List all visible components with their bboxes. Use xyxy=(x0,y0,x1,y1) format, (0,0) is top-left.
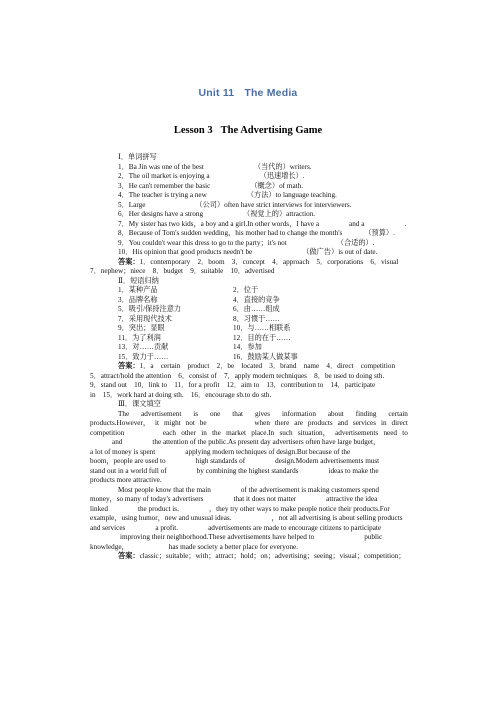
answer-line: 5．attract/hold the attention 6．consist of 7．apply modern techniques 8．be used to doing sth. xyxy=(90,371,385,380)
text-line: and the attention of the public.As present day advertisers often have large budget， xyxy=(112,438,381,446)
text-line: stand out in a world full of by combining the highest standards ideas to make the xyxy=(90,466,379,475)
text-line: and services a profit. advertisements are made to encourage citizens to participate xyxy=(90,523,382,532)
text-line: boom，people are used to high standards of design.Modern advertisements must xyxy=(90,457,380,465)
lesson-topic: The Advertising Game xyxy=(220,125,323,136)
text-line: competition each other in the market place.In such situation， advertisements need to xyxy=(90,428,408,437)
list-item: 5．Large （公司）often have strict interviews for interviewers. xyxy=(118,200,352,209)
phrase-row: 15．致力于…… 16．鼓励某人做某事 xyxy=(118,352,298,361)
list-item: 4．The teacher is trying a new （方法）to language teaching. xyxy=(118,191,337,199)
phrase-row: 3．品牌名称 4．直接的竞争 xyxy=(118,295,280,304)
exercise-body xyxy=(90,153,408,562)
answer-line: in 15．work hard at doing sth. 16．encourage sb.to do sth. xyxy=(90,390,272,399)
answer-line: 答案：1．a certain product 2．be located 3．brand name 4．direct competition xyxy=(118,362,396,370)
text-line: improving their neighborhood.These advertisements have helped to public xyxy=(120,533,383,541)
list-item: 2．The oil market is enjoying a （迅速增长）. xyxy=(118,172,305,180)
answer-line: 答案：classic；suitable；with；attract；hold；on；advertising；seeing；visual；competition； xyxy=(118,552,406,560)
text-line: example，using humor，new and unusual ideas. ，not all advertising is about selling products xyxy=(90,514,403,522)
phrase-row: 7．采用现代技术 8．习惯于…… xyxy=(118,314,280,323)
section-heading: Ⅱ．短语归纳 xyxy=(118,276,159,285)
text-line: knowledge， has made society a better place for everyone. xyxy=(90,542,299,551)
list-item: 7．My sister has two kids，a boy and a girl.In other words，I have a and a . xyxy=(118,219,407,228)
text-line: Most people know that the main of the advertisement is making customers spend xyxy=(118,485,379,494)
phrase-row: 9．突出；显眼 10．与……相联系 xyxy=(118,324,291,332)
phrase-row: 13．对……贡献 14．参加 xyxy=(118,343,262,351)
text-line: money，so many of today's advertisers that it does not matter attractive the idea xyxy=(90,495,378,503)
list-item: 3．He can't remember the basic （概念）of math. xyxy=(118,181,304,190)
unit-topic: The Media xyxy=(244,87,298,99)
unit-title xyxy=(0,87,496,99)
text-line: products.However， it might not be when there are products and services in direct xyxy=(90,419,408,427)
section-heading: Ⅰ．单词拼写 xyxy=(118,153,157,161)
list-item: 9．You couldn't wear this dress to go to the party；it's not （合适的）. xyxy=(118,238,375,247)
phrase-row: 11．为了利润 12．目的在于…… xyxy=(118,333,291,342)
text-line: The advertisement is one that gives information about finding certain xyxy=(118,409,408,418)
lesson-number: Lesson 3 xyxy=(173,125,213,136)
lesson-title xyxy=(0,125,496,136)
phrase-row: 1．某种产品 2．位于 xyxy=(118,286,259,294)
text-line: linked the product is. ，they try other ways to make people notice their products.For xyxy=(90,504,390,513)
list-item: 8．Because of Tom's sudden wedding，his mother had to change the month's （预算）. xyxy=(118,229,395,237)
phrase-row: 5．吸引/保持注意力 6．由……组成 xyxy=(118,305,280,313)
answer-line: 9．stand out 10．link to 11．for a profit 12．aim to 13．contribution to 14．participate xyxy=(90,381,376,389)
list-item: 1．Ba Jin was one of the best （当代的）writers. xyxy=(118,162,312,171)
list-item: 6．Her designs have a strong （视觉上的）attraction. xyxy=(118,210,316,218)
section-heading: Ⅲ．课文填空 xyxy=(118,400,161,408)
text-line: products more attractive. xyxy=(90,476,162,484)
text-line: a lot of money is spent applying modern techniques of design.But because of the xyxy=(90,447,351,456)
unit-number: Unit 11 xyxy=(198,87,235,99)
answer-line: 答案：1．contemporary 2．boom 3．concept 4．approach 5．corporations 6．visual xyxy=(118,257,399,266)
list-item: 10．His opinion that good products needn't be （做广告）is out of date. xyxy=(118,248,378,256)
answer-line: 7．nephew；niece 8．budget 9．suitable 10．advertised xyxy=(90,267,275,275)
